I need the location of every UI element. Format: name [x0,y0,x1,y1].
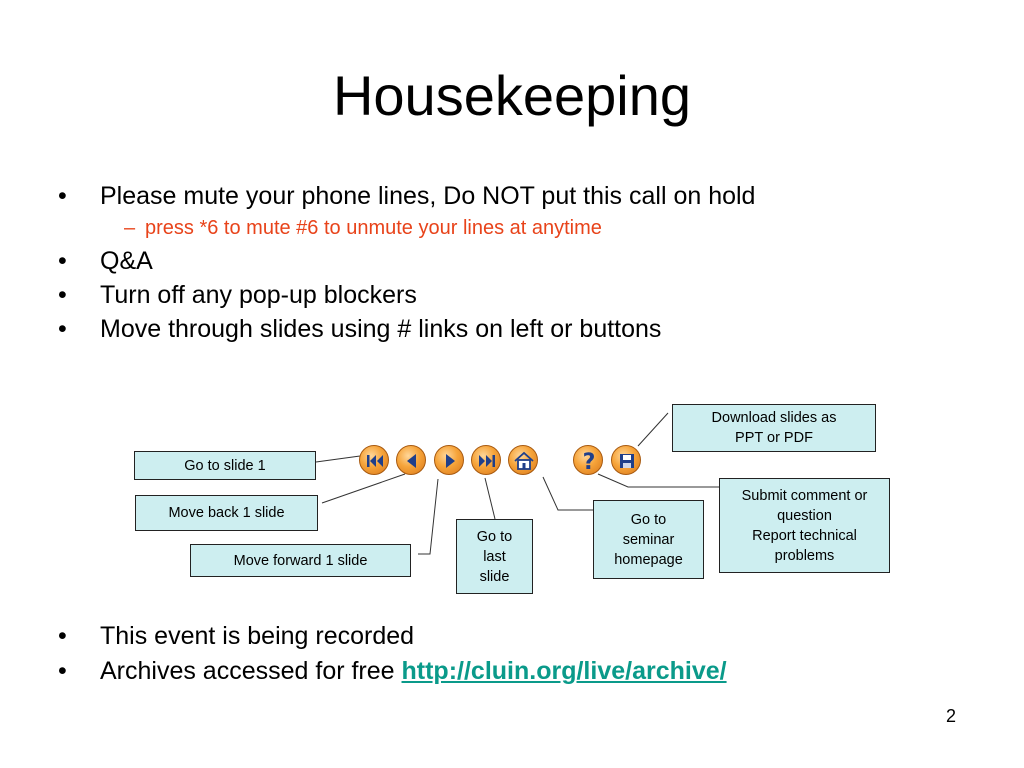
archive-link[interactable]: http://cluin.org/live/archive/ [401,657,727,685]
bullet-text: Move through slides using # links on left or buttons [100,315,662,343]
next-slide-icon[interactable] [434,445,464,475]
callout-download-slides [672,404,876,452]
bullet-archives [58,655,727,687]
bullet-text: Q&A [100,247,153,275]
callout-submit-comment [719,478,890,573]
callout-text: Move forward 1 slide [233,552,368,569]
bullet-text: Please mute your phone lines, Do NOT put this call on hold [100,182,756,210]
callout-go-to-slide-1 [134,451,316,480]
svg-text:?: ? [582,450,596,475]
page-number: 2 [946,706,957,726]
bullet-text: This event is being recorded [100,622,415,650]
sub-bullet-marker: – [124,217,136,239]
bullet-marker: • [58,247,67,275]
bullet-event-recorded [58,620,414,652]
first-slide-icon[interactable] [359,445,389,475]
callout-text: Submit comment or question Report technical problems [741,487,868,564]
bullet-marker: • [58,657,67,685]
bullet-marker: • [58,281,67,309]
callout-move-forward [190,544,411,577]
save-icon[interactable] [611,445,641,475]
home-icon[interactable] [508,445,538,475]
callout-move-back [135,495,318,531]
bullet-text: Turn off any pop-up blockers [100,281,417,309]
callout-go-to-last-slide [456,519,533,594]
previous-slide-icon[interactable] [396,445,426,475]
callout-text: Download slides as PPT or PDF [711,410,837,446]
callout-text: Move back 1 slide [168,505,285,521]
slide-title: Housekeeping [332,64,692,127]
sub-bullet-text: press *6 to mute #6 to unmute your lines at anytime [145,217,602,239]
callout-text: Go to seminar homepage [614,511,683,568]
callout-text: Go to last slide [476,528,513,585]
bullet-marker: • [58,622,67,650]
callout-go-to-homepage [593,500,704,579]
bullet-marker: • [58,315,67,343]
bullet-marker: • [58,182,67,210]
last-slide-icon[interactable] [471,445,501,475]
help-icon[interactable] [573,445,603,475]
callout-text: Go to slide 1 [184,457,266,474]
bullet-text: Archives accessed for free [100,657,402,685]
